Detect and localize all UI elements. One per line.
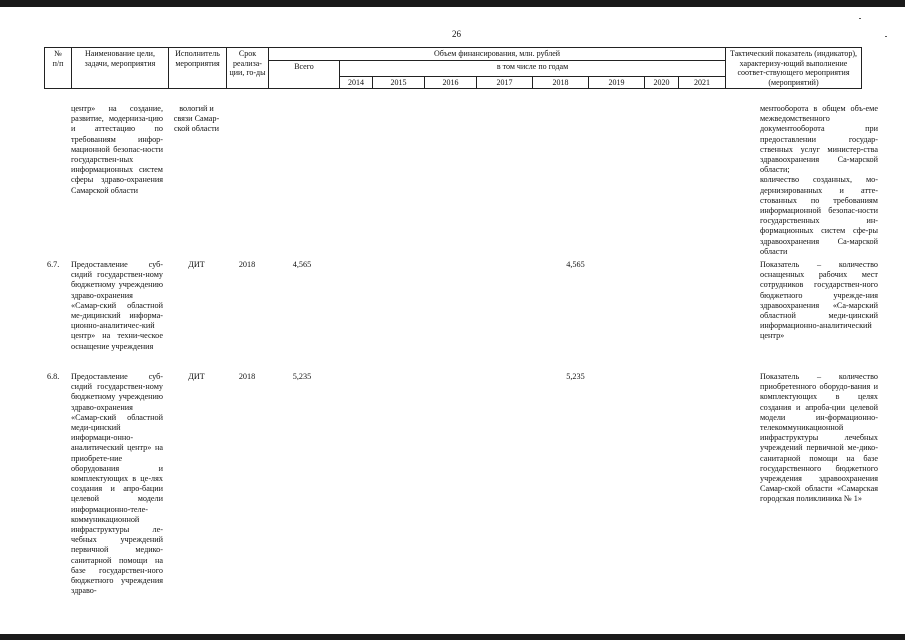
header-year: 2014 (340, 76, 373, 89)
scan-top-border (0, 0, 905, 7)
header-year: 2015 (373, 76, 425, 89)
header-name: Наименование цели, задачи, мероприятия (72, 48, 169, 89)
row-name: Предоставление суб-сидий государствен-ному бюджетному учреждению здраво-охранения «Самар-ский областной меди-цинский информаци-онно-аналитический центр» на приобрете-ние оборудования и комплектующих в це-лях создания и апро-бации целевой модели информационно-теле-коммуникационной инфраструктуры ле-чебных учреждений первичной медико-санитарной помощи на базе государствен-ного бюджетного учреждения здраво- (71, 372, 163, 596)
table-header (44, 47, 862, 89)
row-term: 2018 (238, 372, 256, 381)
header-by-years: в том числе по годам (340, 60, 726, 76)
row-value-2018: 4,565 (566, 260, 585, 269)
scan-speck (859, 18, 861, 19)
row-value-2018: 5,235 (566, 372, 585, 381)
header-term: Срок реализа-ции, го-ды (227, 48, 269, 89)
page-number: 26 (452, 29, 461, 39)
row-total: 5,235 (292, 372, 312, 381)
scan-speck (885, 36, 887, 37)
row-name: Предоставление суб-сидий государствен-ному бюджетному учреждению здраво-охранения «Самар-ский областной ме-дицинский информа-ционно-аналитичес-кий центр» на техни-ческое оснащение учреждения (71, 260, 163, 351)
scan-bottom-border (0, 634, 905, 640)
row-indicator: Показатель – количество приобретенного оборудо-вания и комплектующих в целях создания и апроба-ции целевой модели ин-формационно-телекоммуникационной инфраструктуры лечебных учреждений первичной ме-дико-санитарной помощи на базе государственного бюджетного учреждения здравоохранения Самар-ской области «Самарская городская поликлиника № 1» (760, 372, 878, 504)
table-body (44, 104, 878, 609)
row-executor: ДИТ (188, 372, 205, 381)
row-total: 4,565 (292, 260, 312, 269)
header-financing: Объем финансирования, млн. рублей (269, 48, 726, 61)
header-number: № п/п (45, 48, 72, 89)
row-number: 6.8. (47, 372, 60, 381)
row-executor: вологий и связи Самар-ской области (173, 104, 220, 134)
header-total: Всего (269, 60, 340, 89)
header-year: 2019 (589, 76, 645, 89)
header-year: 2016 (425, 76, 477, 89)
header-year: 2021 (679, 76, 726, 89)
row-term: 2018 (238, 260, 256, 269)
row-name: центр» на создание, развитие, модерниза-цию и аттестацию по требованиям инфор-мационной безопас-ности государствен-ных информационных систем сферы здраво-охранения Самарской области (71, 104, 163, 195)
row-indicator: ментооборота в общем объ-еме межведомственного документооборота при предоставлении государ-ственных услуг министер-ства здравоохранения Са-марской области; количество созданных, мо-дернизированных и атте-стованных по требованиям информационной безопас-ности государственных ин-формационных систем сфе-ры здравоохранения Са-марской области (760, 104, 878, 256)
row-executor: ДИТ (188, 260, 205, 269)
header-indicator: Тактический показатель (индикатор), характеризу-ющий выполнение соответ-ствующего мероприятия (мероприятий) (726, 48, 862, 89)
header-year: 2018 (533, 76, 589, 89)
row-indicator: Показатель – количество оснащенных рабочих мест сотрудников государствен-ного бюджетного учрежде-ния здравоохранения «Са-марский областной меди-цинский информационно-аналитический центр» (760, 260, 878, 341)
header-executor: Исполнитель мероприятия (169, 48, 227, 89)
row-number: 6.7. (47, 260, 60, 269)
header-year: 2017 (477, 76, 533, 89)
header-year: 2020 (645, 76, 679, 89)
